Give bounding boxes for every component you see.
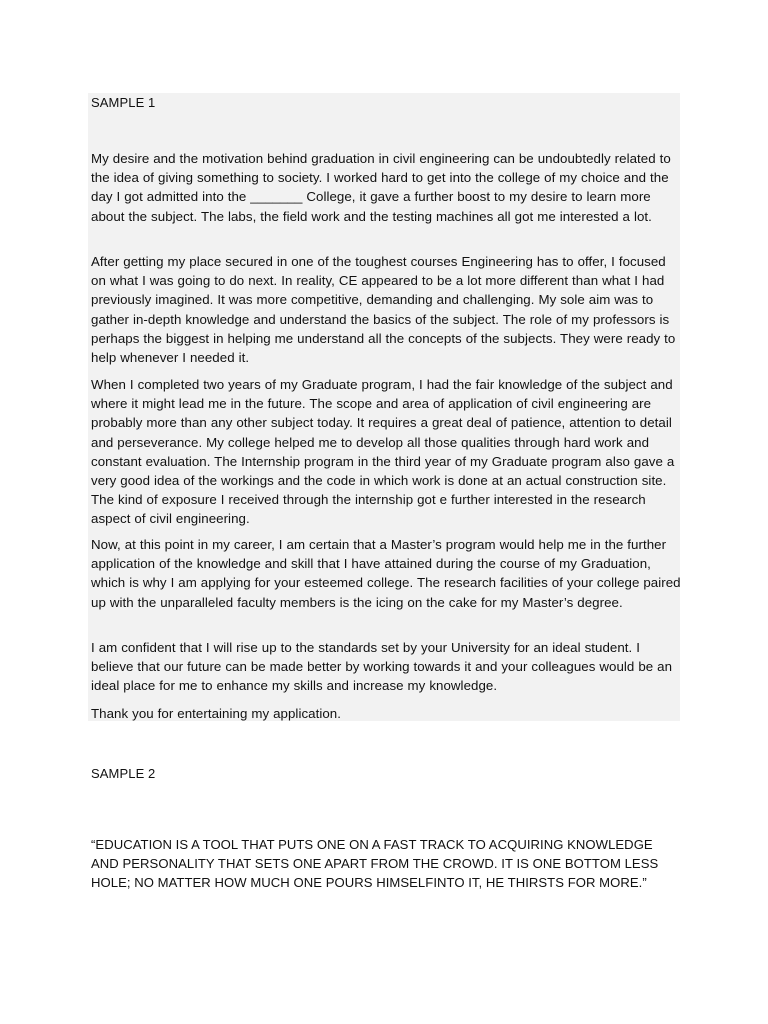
- sample-1-paragraph-3: When I completed two years of my Graduate program, I had the fair knowledge of the subject and where it might lead me in the future. The scope and area of application of civil engineering are probably more than any other subject today. It requires a great deal of patience, attention to detail and perseverance. My college helped me to develop all those qualities through hard work and constant evaluation. The Internship program in the third year of my Graduate program also gave a very good idea of the workings and the code in which work is done at an actual construction site. The kind of exposure I received through the internship got e further interested in the research aspect of civil engineering.: [91, 377, 675, 527]
- sample-1-paragraph-5: I am confident that I will rise up to the standards set by your University for an ideal student. I believe that our future can be made better by working towards it and your colleagues would be an ideal place for me to enhance my skills and increase my knowledge.: [91, 640, 673, 694]
- sample-1-paragraph-4: Now, at this point in my career, I am certain that a Master’s program would help me in the further application of the knowledge and skill that I have attained during the course of my Graduation, which is why I am applying for your esteemed college. The research facilities of your college paired up with the unparalleled faculty members is the icing on the cake for my Master’s degree.: [91, 537, 681, 610]
- sample-1-heading: SAMPLE 1: [91, 95, 156, 110]
- sample-1-closing-line: Thank you for entertaining my application.: [91, 706, 341, 721]
- sample-2-heading: SAMPLE 2: [91, 766, 156, 781]
- sample-1-paragraph-1: My desire and the motivation behind graduation in civil engineering can be undoubtedly related to the idea of giving something to society. I worked hard to get into the college of my choice and the day I got admitted into the _______ College, it gave a further boost to my desire to learn more about the subject. The labs, the field work and the testing machines all got me interested a lot.: [91, 151, 671, 224]
- sample-1-paragraph-2: After getting my place secured in one of the toughest courses Engineering has to offer, I focused on what I was going to do next. In reality, CE appeared to be a lot more different than what I had previously imagined. It was more competitive, demanding and challenging. My sole aim was to gather in-depth knowledge and understand the basics of the subject. The role of my professors is perhaps the biggest in helping me understand all the concepts of the subjects. They were ready to help whenever I needed it.: [91, 254, 676, 366]
- sample-2-quote: “EDUCATION IS A TOOL THAT PUTS ONE ON A FAST TRACK TO ACQUIRING KNOWLEDGE AND PERSONALITY THAT SETS ONE APART FROM THE CROWD. IT IS ONE BOTTOM LESS HOLE; NO MATTER HOW MUCH ONE POURS HIMSELFINTO IT, HE THIRSTS FOR MORE.”: [91, 837, 659, 891]
